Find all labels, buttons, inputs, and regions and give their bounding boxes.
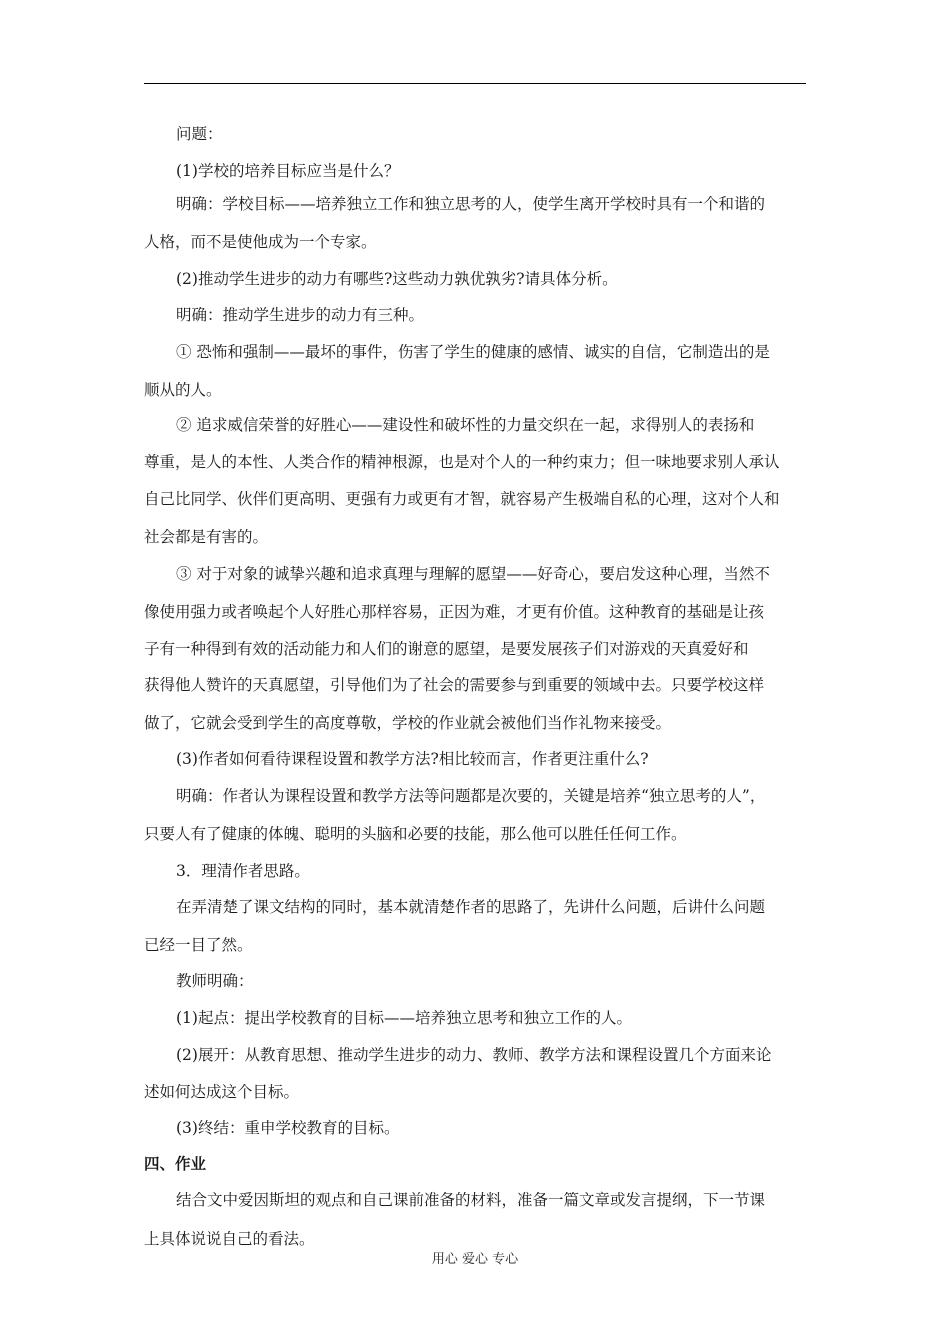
text-line: 在弄清楚了课文结构的同时，基本就清楚作者的思路了，先讲什么问题，后讲什么问题	[176, 898, 766, 916]
text-line: 尊重，是人的本性、人类合作的精神根源，也是对个人的一种约束力；但一味地要求别人承认	[144, 453, 780, 471]
header-rule	[144, 83, 806, 84]
text-line: ② 追求威信荣誉的好胜心——建设性和破坏性的力量交织在一起，求得别人的表扬和	[176, 416, 755, 434]
page-footer: 用心 爱心 专心	[431, 1252, 519, 1267]
text-line: 做了，它就会受到学生的高度尊敬，学校的作业就会被他们当作礼物来接受。	[144, 714, 672, 732]
text-line: 顺从的人。	[144, 381, 222, 399]
text-line: (3)终结：重申学校教育的目标。	[176, 1119, 400, 1137]
text-line: 3．理清作者思路。	[176, 862, 310, 880]
text-line: (1)学校的培养目标应当是什么？	[176, 162, 400, 180]
text-line: (2)展开：从教育思想、推动学生进步的动力、教师、教学方法和课程设置几个方面来论	[176, 1046, 772, 1064]
text-line: 明确：学校目标——培养独立工作和独立思考的人，使学生离开学校时具有一个和谐的	[176, 195, 766, 213]
text-line: 子有一种得到有效的活动能力和人们的谢意的愿望，是要发展孩子们对游戏的天真爱好和	[144, 640, 749, 658]
text-line: 述如何达成这个目标。	[144, 1083, 300, 1101]
text-line: 像使用强力或者唤起个人好胜心那样容易，正因为难，才更有价值。这种教育的基础是让孩	[144, 603, 765, 621]
text-line: (2)推动学生进步的动力有哪些?这些动力孰优孰劣?请具体分析。	[176, 270, 618, 288]
text-line: 人格，而不是使他成为一个专家。	[144, 233, 377, 251]
text-line: 上具体说说自己的看法。	[144, 1230, 315, 1248]
text-line: 教师明确：	[176, 972, 254, 990]
text-line: ③ 对于对象的诚挚兴趣和追求真理与理解的愿望——好奇心，要启发这种心理，当然不	[176, 565, 770, 583]
text-line: 明确：推动学生进步的动力有三种。	[176, 306, 425, 324]
section-heading: 四、作业	[144, 1155, 207, 1173]
text-line: 已经一目了然。	[144, 936, 253, 954]
text-line: (3)作者如何看待课程设置和教学方法?相比较而言，作者更注重什么?	[176, 750, 649, 768]
text-line: 获得他人赞许的天真愿望，引导他们为了社会的需要参与到重要的领域中去。只要学校这样	[144, 676, 765, 694]
text-line: ① 恐怖和强制——最坏的事件，伤害了学生的健康的感情、诚实的自信，它制造出的是	[176, 343, 770, 361]
text-line: 明确：作者认为课程设置和教学方法等问题都是次要的，关键是培养“独立思考的人”，	[176, 787, 766, 805]
text-line: 自己比同学、伙伴们更高明、更强有力或更有才智，就容易产生极端自私的心理，这对个人和	[144, 490, 780, 508]
text-line: (1)起点：提出学校教育的目标——培养独立思考和独立工作的人。	[176, 1009, 632, 1027]
text-line: 问题：	[176, 125, 223, 143]
text-line: 结合文中爱因斯坦的观点和自己课前准备的材料，准备一篇文章或发言提纲，下一节课	[176, 1191, 766, 1209]
text-line: 社会都是有害的。	[144, 528, 269, 546]
text-line: 只要人有了健康的体魄、聪明的头脑和必要的技能，那么他可以胜任任何工作。	[144, 825, 687, 843]
